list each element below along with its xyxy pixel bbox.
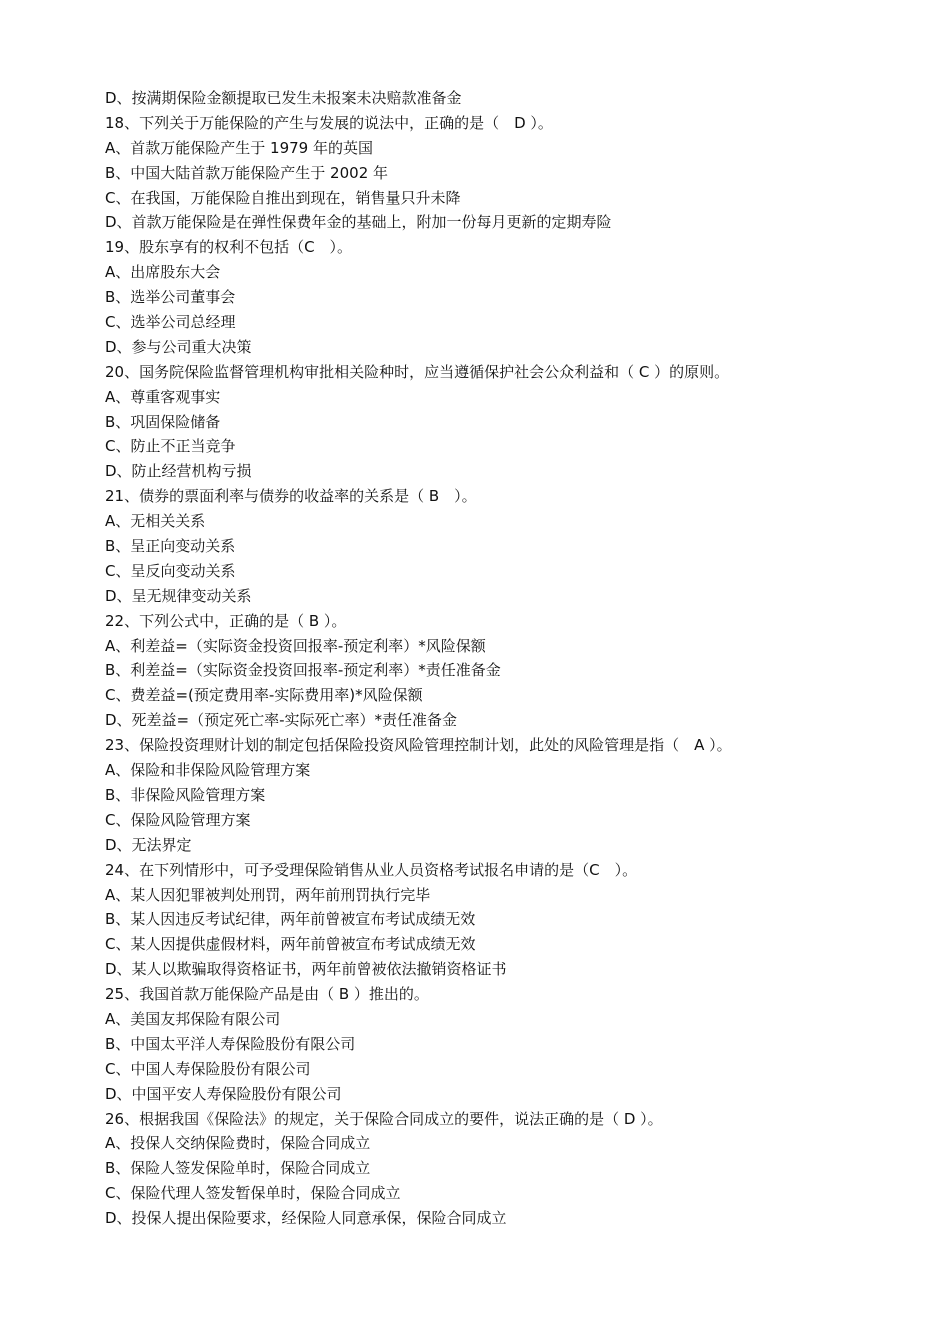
option-line: A、美国友邦保险有限公司	[105, 1009, 281, 1028]
option-line: A、尊重客观事实	[105, 387, 221, 406]
question-line: 22、下列公式中，正确的是（ B ）。	[105, 611, 347, 630]
option-line: A、某人因犯罪被判处刑罚，两年前刑罚执行完毕	[105, 885, 431, 904]
option-line: D、首款万能保险是在弹性保费年金的基础上，附加一份每月更新的定期寿险	[105, 213, 612, 232]
question-line: 23、保险投资理财计划的制定包括保险投资风险管理控制计划，此处的风险管理是指（ A ）。	[105, 736, 732, 755]
option-line: B、某人因违反考试纪律，两年前曾被宣布考试成绩无效	[105, 910, 476, 929]
option-line: D、防止经营机构亏损	[105, 462, 252, 481]
question-line: 19、股东享有的权利不包括（C ）。	[105, 238, 353, 257]
option-line: A、保险和非保险风险管理方案	[105, 761, 311, 780]
option-line: B、呈正向变动关系	[105, 537, 236, 556]
question-line: 26、根据我国《保险法》的规定，关于保险合同成立的要件，说法正确的是（ D ）。	[105, 1109, 663, 1128]
question-line: 25、我国首款万能保险产品是由（ B ）推出的。	[105, 985, 429, 1004]
question-line: 24、在下列情形中，可予受理保险销售从业人员资格考试报名申请的是（C ）。	[105, 860, 638, 879]
option-line: B、中国太平洋人寿保险股份有限公司	[105, 1034, 356, 1053]
option-line: C、呈反向变动关系	[105, 561, 236, 580]
option-line: C、防止不正当竞争	[105, 437, 236, 456]
option-line: C、中国人寿保险股份有限公司	[105, 1059, 311, 1078]
option-line: D、中国平安人寿保险股份有限公司	[105, 1084, 342, 1103]
option-line: D、死差益=（预定死亡率-实际死亡率）*责任准备金	[105, 711, 458, 730]
option-line: D、参与公司重大决策	[105, 337, 252, 356]
question-text-block	[105, 86, 895, 1231]
option-line: A、首款万能保险产生于 1979 年的英国	[105, 138, 373, 157]
option-line: C、费差益=(预定费用率-实际费用率)*风险保额	[105, 686, 423, 705]
option-line: D、无法界定	[105, 835, 192, 854]
option-line: B、选举公司董事会	[105, 288, 236, 307]
option-line: A、利差益=（实际资金投资回报率-预定利率）*风险保额	[105, 636, 486, 655]
option-line: D、投保人提出保险要求，经保险人同意承保，保险合同成立	[105, 1209, 507, 1228]
option-line: B、非保险风险管理方案	[105, 785, 266, 804]
option-line: C、某人因提供虚假材料，两年前曾被宣布考试成绩无效	[105, 935, 476, 954]
question-line: 21、债券的票面利率与债券的收益率的关系是（ B ）。	[105, 487, 477, 506]
option-line: C、在我国，万能保险自推出到现在，销售量只升未降	[105, 188, 461, 207]
option-line: A、出席股东大会	[105, 263, 221, 282]
option-line: A、无相关关系	[105, 512, 206, 531]
option-line: B、巩固保险储备	[105, 412, 221, 431]
option-line: D、按满期保险金额提取已发生未报案未决赔款准备金	[105, 89, 462, 107]
option-line: C、保险代理人签发暂保单时，保险合同成立	[105, 1184, 401, 1203]
question-line: 20、国务院保险监督管理机构审批相关险种时，应当遵循保护社会公众利益和（ C ）的原则。	[105, 362, 730, 381]
option-line: A、投保人交纳保险费时，保险合同成立	[105, 1134, 371, 1153]
option-line: D、某人以欺骗取得资格证书，两年前曾被依法撤销资格证书	[105, 960, 507, 979]
option-line: C、保险风险管理方案	[105, 810, 251, 829]
option-line: B、利差益=（实际资金投资回报率-预定利率）*责任准备金	[105, 661, 501, 680]
option-line: C、选举公司总经理	[105, 313, 236, 332]
option-line: B、保险人签发保险单时，保险合同成立	[105, 1159, 371, 1178]
question-line: 18、下列关于万能保险的产生与发展的说法中，正确的是（ D ）。	[105, 113, 553, 132]
option-line: B、中国大陆首款万能保险产生于 2002 年	[105, 163, 389, 182]
option-line: D、呈无规律变动关系	[105, 586, 252, 605]
